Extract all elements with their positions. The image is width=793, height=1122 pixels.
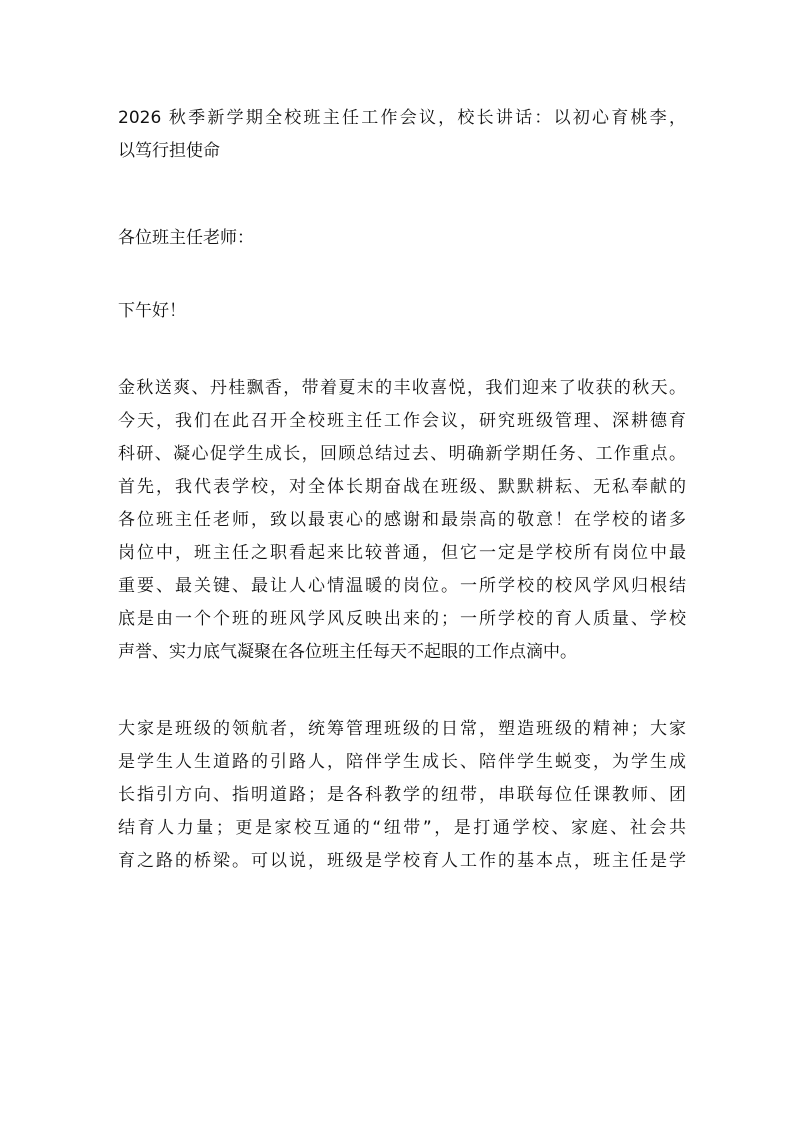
paragraph-2 bbox=[118, 713, 686, 878]
paragraph-line: 结育人力量；更是家校互通的“纽带”，是打通学校、家庭、社会共 bbox=[118, 818, 686, 838]
paragraph-line: 首先，我代表学校，对全体长期奋战在班级、默默耕耘、无私奉献的 bbox=[118, 477, 686, 497]
salutation: 各位班主任老师： bbox=[118, 228, 254, 248]
paragraph-line: 重要、最关键、最让人心情温暖的岗位。一所学校的校风学风归根结 bbox=[118, 576, 686, 596]
title-line: 以笃行担使命 bbox=[118, 141, 220, 161]
paragraph-line: 各位班主任老师，致以最衷心的感谢和最崇高的敬意！在学校的诸多 bbox=[118, 510, 686, 530]
document-body bbox=[118, 102, 686, 878]
speech-title bbox=[118, 102, 686, 168]
paragraph-1 bbox=[118, 372, 686, 669]
title-line: 2026 秋季新学期全校班主任工作会议，校长讲话：以初心育桃李， bbox=[118, 108, 686, 128]
paragraph-line: 是学生人生道路的引路人，陪伴学生成长、陪伴学生蜕变，为学生成 bbox=[118, 752, 686, 772]
paragraph-line: 科研、凝心促学生成长，回顾总结过去、明确新学期任务、工作重点。 bbox=[118, 444, 686, 464]
paragraph-line: 岗位中，班主任之职看起来比较普通，但它一定是学校所有岗位中最 bbox=[118, 543, 686, 563]
paragraph-line: 金秋送爽、丹桂飘香，带着夏末的丰收喜悦，我们迎来了收获的秋天。 bbox=[118, 378, 686, 398]
greeting: 下午好！ bbox=[118, 301, 186, 321]
paragraph-line: 底是由一个个班的班风学风反映出来的；一所学校的育人质量、学校 bbox=[118, 609, 686, 629]
paragraph-line: 大家是班级的领航者，统筹管理班级的日常，塑造班级的精神；大家 bbox=[118, 719, 686, 739]
paragraph-line: 育之路的桥梁。可以说，班级是学校育人工作的基本点，班主任是学 bbox=[118, 851, 686, 871]
paragraph-line: 长指引方向、指明道路；是各科教学的纽带，串联每位任课教师、团 bbox=[118, 785, 686, 805]
paragraph-line: 声誉、实力底气凝聚在各位班主任每天不起眼的工作点滴中。 bbox=[118, 642, 577, 662]
paragraph-line: 今天，我们在此召开全校班主任工作会议，研究班级管理、深耕德育 bbox=[118, 411, 686, 431]
